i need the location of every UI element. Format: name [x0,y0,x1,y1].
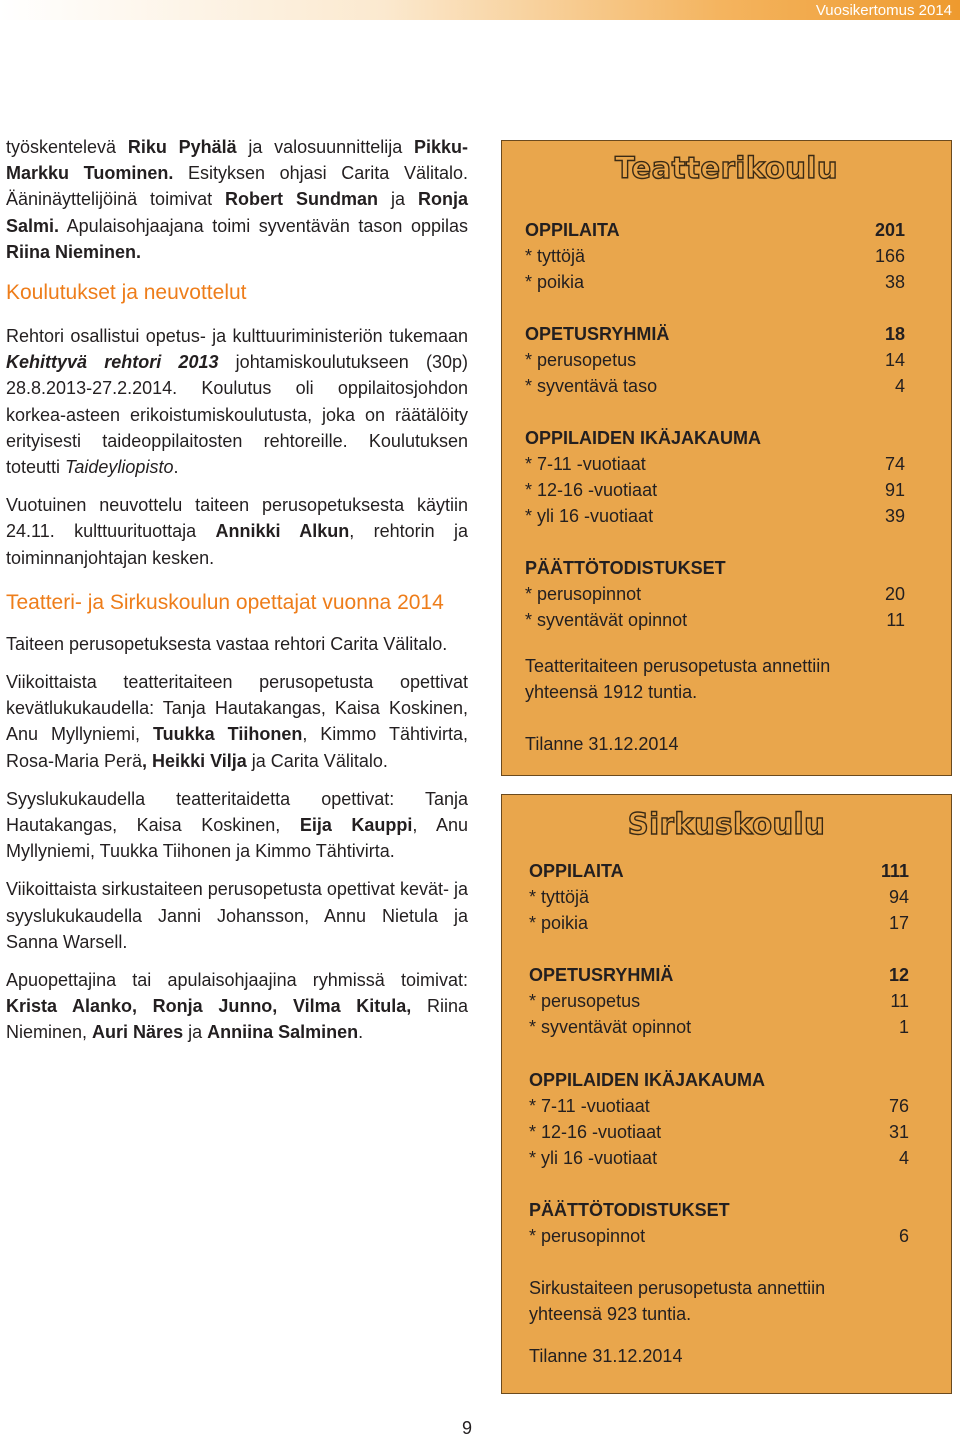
stat-row [529,1014,909,1040]
text-run: Auri Näres [92,1022,184,1043]
text-run: ja Carita Välitalo. [246,750,388,771]
stat-row [525,373,905,399]
stat-value: 39 [884,506,905,526]
paragraph-6 [6,786,468,865]
text-run: ja [378,189,418,210]
text-run: Taideyliopisto [65,457,174,478]
stat-label: OPPILAITA [529,861,624,881]
stat-label: * yli 16 -vuotiaat [525,506,654,526]
stat-row [525,243,905,269]
sirkuskoulu-box [501,794,952,1394]
teatteri-note-line1: Teatteritaiteen perusopetusta annettiin [525,656,831,676]
stat-label: * perusopetus [525,350,637,370]
stat-label: * tyttöjä [525,246,586,266]
stat-value: 1 [898,1017,909,1037]
text-run: , Heikki Vilja [142,750,247,771]
stat-value: 11 [890,991,909,1011]
sirkus-note-line1: Sirkustaiteen perusopetusta annettiin [529,1278,826,1298]
stat-row [529,1093,909,1119]
text-run: , rehtorin ja toiminnanjohtajan kesken. [6,521,468,568]
stat-label: * perusopinnot [529,1226,646,1246]
stat-heading-row [525,321,905,347]
sirkus-note-line2: yhteensä 923 tuntia. [529,1304,692,1324]
stat-label: * perusopetus [529,991,641,1011]
sirkuskoulu-title: Sirkuskoulu [627,807,826,841]
text-run: Anniina Salminen [207,1022,359,1043]
stat-value: 31 [888,1122,909,1142]
teatteri-note-line2: yhteensä 1912 tuntia. [525,682,698,702]
stat-heading-row [525,217,905,243]
text-run: Tuukka Tiihonen [153,724,303,745]
paragraph-5 [6,669,468,774]
text-run: Rehtori osallistui opetus- ja kulttuuriministeriön tukemaan [6,326,468,347]
header-title: Vuosikertomus 2014 [815,2,952,19]
paragraph-1 [6,134,468,265]
stat-row [525,451,905,477]
stat-label: OPETUSRYHMIÄ [529,965,674,985]
stat-label: PÄÄTTÖTODISTUKSET [525,558,726,578]
stat-heading-row [529,962,909,988]
text-run: Robert Sundman [225,189,379,210]
stat-value: 74 [884,454,905,474]
stat-value: 201 [874,220,905,240]
stat-label: * syventävä taso [525,376,658,396]
text-run: työskentelevä [6,137,128,157]
stat-label: * syventävät opinnot [529,1017,692,1037]
text-run: ja valosuunnittelija [236,137,414,157]
stat-heading-row [529,1067,909,1093]
stat-label: * 7-11 -vuotiaat [525,454,646,474]
teatterikoulu-title: Teatterikoulu [615,151,838,185]
text-run: Esityksen ohjasi Carita Välitalo. Ääninäyttelijöinä toimivat [6,163,468,210]
text-run: Syyslukukaudella teatteritaidetta opettivat: Tanja Hautakangas, Kaisa Koskinen, [6,788,468,836]
text-run: Eija Kauppi [299,815,413,836]
text-run: johtamiskoulutukseen (30p) 28.8.2013-27.2.2014. Koulutus oli oppilaitosjohdon korkea-asteen erikoistumiskoulutusta, joka on räätälöity erityisesti taideoppilaitosten rehtoreille. Koulutuksen toteutti [6,352,469,478]
heading-koulutukset: Koulutukset ja neuvottelut [6,281,247,305]
stat-heading-row [525,555,905,581]
text-run: Pikku-Markku Tuominen. [6,137,468,184]
paragraph-8 [6,967,468,1046]
stat-row [529,1223,909,1249]
teatterikoulu-box [501,140,952,776]
stat-value: 38 [884,272,905,292]
text-run: Riina Nieminen. [6,241,142,262]
text-run: Viikoittaista teatteritaiteen perusopetusta opettivat kevätlukukaudella: Tanja Hautakangas, Kaisa Koskinen, Anu Myllyniemi, [6,672,468,745]
stat-row [525,347,905,373]
stat-value: 11 [886,610,905,630]
text-run: Taiteen perusopetuksesta vastaa rehtori Carita Välitalo. [6,633,448,654]
stat-value: 94 [888,887,909,907]
stat-value: 17 [888,913,909,933]
text-run: . [358,1022,364,1043]
stat-label: * poikia [525,272,585,292]
stat-row [529,884,909,910]
stat-value: 18 [884,324,905,344]
text-run: Vuotuinen neuvottelu taiteen perusopetuksesta käytiin 24.11. kulttuurituottaja [6,495,468,542]
stat-value: 4 [898,1148,909,1168]
stat-label: * 7-11 -vuotiaat [529,1096,650,1116]
text-run: Kehittyvä rehtori 2013 [6,352,219,373]
text-run: , Anu Myllyniemi, Tuukka Tiihonen ja Kimmo Tähtivirta. [6,815,468,862]
paragraph-7 [6,876,468,955]
stat-row [525,477,905,503]
stat-label: * 12-16 -vuotiaat [529,1122,662,1142]
stat-row [529,1119,909,1145]
stat-row [525,581,905,607]
stat-value: 91 [884,480,905,500]
heading-opettajat: Teatteri- ja Sirkuskoulun opettajat vuonna 2014 [6,590,444,614]
teatteri-date: Tilanne 31.12.2014 [525,734,679,754]
stat-heading-row [529,858,909,884]
stat-value: 20 [884,584,905,604]
text-run: Annikki Alkun [215,521,350,542]
text-run: Viikoittaista sirkustaiteen perusopetusta opettivat kevät- ja syyslukukaudella Janni Johansson, Annu Nietula ja Sanna Warsell. [6,879,468,952]
sirkus-date: Tilanne 31.12.2014 [529,1346,683,1366]
stat-label: OPPILAITA [525,220,620,240]
stat-row [525,503,905,529]
paragraph-4 [6,631,468,657]
stat-row [529,988,909,1014]
stat-label: * yli 16 -vuotiaat [529,1148,658,1168]
stat-label: OPPILAIDEN IKÄJAKAUMA [529,1070,766,1090]
text-run: Riku Pyhälä [127,137,237,157]
stat-heading-row [525,425,905,451]
stat-label: * syventävät opinnot [525,610,688,630]
stat-label: * tyttöjä [529,887,590,907]
stat-heading-row [529,1197,909,1223]
stat-row [525,269,905,295]
stat-value: 6 [898,1226,909,1246]
paragraph-2 [6,323,468,480]
stat-label: * 12-16 -vuotiaat [525,480,658,500]
text-run: Apulaisohjaajana toimi syventävän tason oppilas [59,215,468,236]
stat-row [529,910,909,936]
stat-row [525,607,905,633]
text-run: . [173,457,179,478]
stat-row [529,1145,909,1171]
stat-value: 14 [884,350,905,370]
stat-label: * perusopinnot [525,584,642,604]
text-run: ja [183,1022,208,1043]
stat-value: 12 [888,965,909,985]
stat-label: OPETUSRYHMIÄ [525,324,670,344]
left-column [6,134,468,1058]
page-number: 9 [462,1418,473,1438]
text-run: Apuopettajina tai apulaisohjaajina ryhmissä toimivat: [6,970,468,991]
text-run: Ronja Salmi. [6,189,468,236]
stat-label: PÄÄTTÖTODISTUKSET [529,1200,730,1220]
stat-value: 111 [880,861,909,881]
stat-value: 166 [874,246,905,266]
stat-value: 4 [894,376,905,396]
text-run: , Kimmo Tähtivirta, Rosa-Maria Perä [6,724,468,771]
stat-value: 76 [888,1096,909,1116]
text-run: Krista Alanko, Ronja Junno, Vilma Kitula, [6,996,412,1017]
stat-label: OPPILAIDEN IKÄJAKAUMA [525,428,762,448]
text-run: Riina Nieminen, [6,996,468,1043]
paragraph-3 [6,492,468,571]
header-band [0,0,960,22]
stat-label: * poikia [529,913,589,933]
